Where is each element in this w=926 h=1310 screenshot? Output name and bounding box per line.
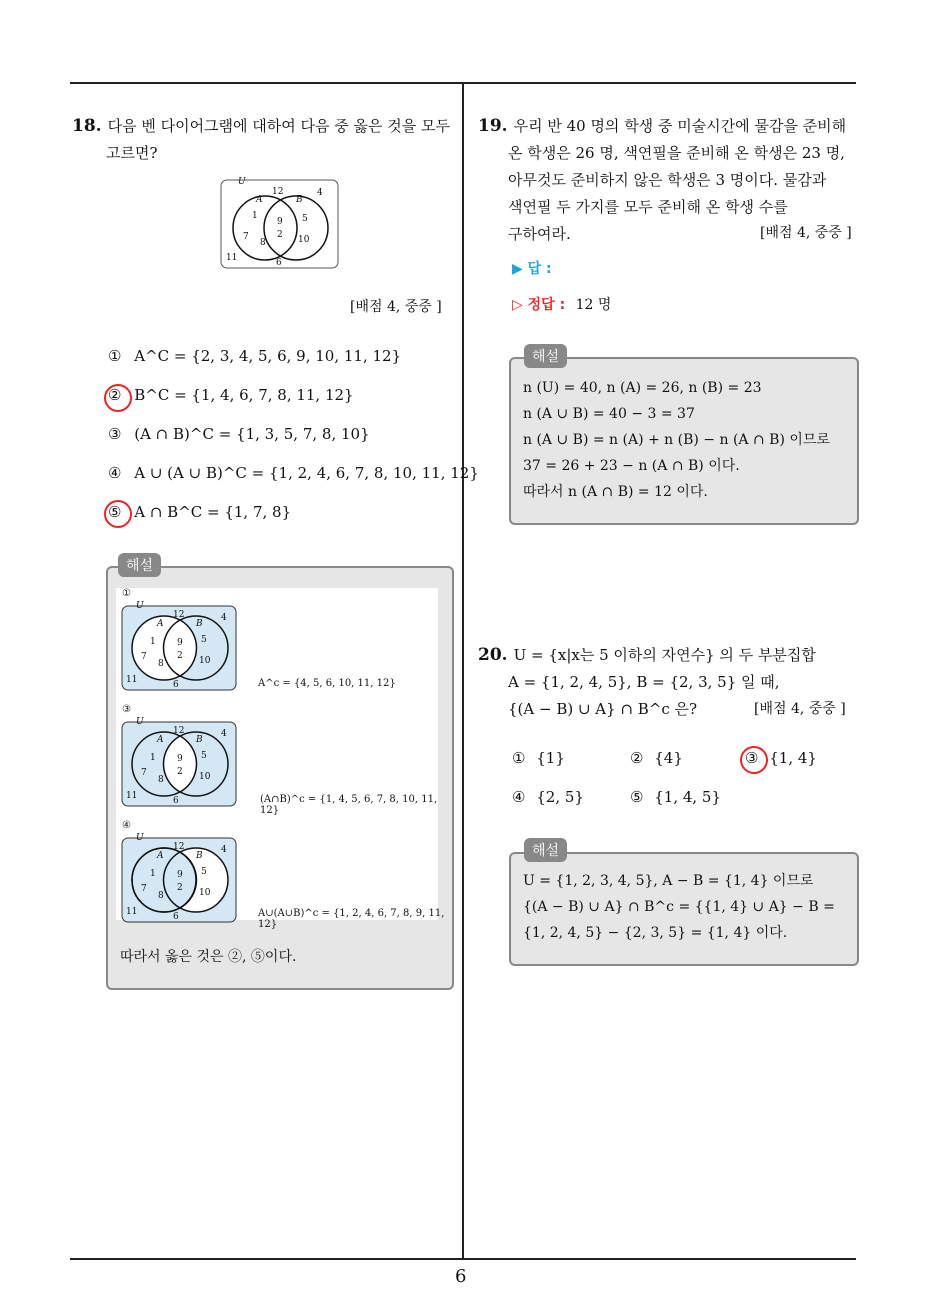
svg-text:12: 12	[173, 842, 185, 852]
q18-score: [배점 4, 중중 ]	[350, 299, 442, 315]
venn-n8: 8	[260, 238, 266, 248]
option-mark: ⑤	[630, 788, 644, 806]
q18-stem	[72, 113, 457, 167]
q18-option-5[interactable]	[108, 503, 291, 521]
option-text: B^C = {1, 4, 6, 7, 8, 11, 12}	[134, 386, 354, 404]
venn-n10: 10	[298, 235, 310, 245]
svg-text:4: 4	[221, 613, 227, 623]
q19-sol-line5: 따라서 n (A ∩ B) = 12 이다.	[523, 484, 708, 500]
option-text: {2, 5}	[536, 788, 584, 806]
svg-text:7: 7	[141, 884, 147, 894]
svg-text:B: B	[196, 851, 203, 861]
panel1-venn	[120, 598, 240, 692]
svg-text:4: 4	[221, 729, 227, 739]
svg-text:9: 9	[177, 754, 183, 764]
svg-text:12: 12	[173, 610, 185, 620]
svg-text:8: 8	[158, 775, 164, 785]
option-mark: ④	[512, 788, 526, 806]
q19-sol-line3: n (A ∪ B) = n (A) + n (B) − n (A ∩ B) 이므로	[523, 432, 830, 448]
svg-text:7: 7	[141, 768, 147, 778]
svg-text:B: B	[196, 735, 203, 745]
q19-answer-label[interactable]: ▶ 답 :	[512, 261, 552, 277]
option-mark: ③	[108, 425, 122, 443]
svg-text:9: 9	[177, 870, 183, 880]
q19-line4: 색연필 두 가지를 모두 준비해 온 학생 수를	[508, 198, 788, 216]
q20-option-3[interactable]	[745, 749, 817, 767]
option-text: A ∩ B^C = {1, 7, 8}	[134, 503, 292, 521]
svg-text:A: A	[157, 735, 164, 745]
q18-option-2[interactable]	[108, 386, 354, 404]
q18-number: 18.	[72, 116, 102, 136]
svg-text:10: 10	[199, 772, 211, 782]
q18-text-line1: 다음 벤 다이어그램에 대하여 다음 중 옳은 것을 모두	[107, 117, 451, 135]
q18-solution-box	[106, 566, 454, 990]
svg-text:9: 9	[177, 638, 183, 648]
option-mark: ①	[108, 347, 122, 365]
svg-text:2: 2	[177, 767, 183, 777]
venn-n12: 12	[272, 187, 284, 197]
venn-label-u: U	[238, 177, 246, 187]
q20-option-1[interactable]	[512, 749, 565, 767]
q19-score: [배점 4, 중중 ]	[760, 225, 852, 241]
svg-text:11: 11	[126, 675, 138, 685]
svg-text:11: 11	[126, 791, 138, 801]
panel1-caption: A^c = {4, 5, 6, 10, 11, 12}	[258, 678, 396, 689]
panel4-caption: A∪(A∪B)^c = {1, 2, 4, 6, 7, 8, 9, 11, 12}	[258, 908, 445, 930]
q19-correct-label: ▷ 정답 :	[512, 297, 566, 313]
svg-text:U: U	[136, 833, 144, 843]
venn-n1: 1	[252, 211, 258, 221]
svg-text:5: 5	[201, 867, 207, 877]
q20-sol-line1: U = {1, 2, 3, 4, 5}, A − B = {1, 4} 이므로	[523, 873, 814, 889]
svg-text:U: U	[136, 601, 144, 611]
q19-number: 19.	[478, 116, 508, 136]
option-text: {1}	[536, 749, 565, 767]
svg-text:2: 2	[177, 651, 183, 661]
option-text: {1, 4}	[769, 749, 817, 767]
column-divider	[462, 84, 464, 1259]
panel1-mark: ①	[122, 588, 131, 599]
q18-option-4[interactable]	[108, 464, 479, 482]
svg-text:5: 5	[201, 751, 207, 761]
venn-n6: 6	[276, 258, 282, 268]
svg-text:10: 10	[199, 656, 211, 666]
q20-solution-box	[509, 852, 859, 966]
venn-label-a: A	[256, 195, 263, 205]
q20-option-2[interactable]	[630, 749, 683, 767]
q19-solution-box	[509, 357, 859, 525]
q18-venn-diagram	[220, 176, 340, 270]
panel4-venn	[120, 830, 240, 924]
q19-sol-line1: n (U) = 40, n (A) = 26, n (B) = 23	[523, 380, 762, 396]
svg-text:U: U	[136, 717, 144, 727]
q18-text-line2: 고르면?	[106, 144, 158, 162]
svg-text:1: 1	[150, 869, 156, 879]
svg-text:B: B	[196, 619, 203, 629]
svg-text:A: A	[157, 851, 164, 861]
option-mark: ②	[630, 749, 644, 767]
q20-sol-line2: {(A − B) ∪ A} ∩ B^c = {{1, 4} ∪ A} − B =	[523, 899, 835, 915]
q20-sol-line3: {1, 2, 4, 5} − {2, 3, 5} = {1, 4} 이다.	[523, 925, 788, 941]
venn-n4: 4	[317, 188, 323, 198]
panel4-mark: ④	[122, 820, 131, 831]
svg-text:10: 10	[199, 888, 211, 898]
venn-n7: 7	[243, 232, 249, 242]
q20-solution-text	[523, 868, 853, 946]
option-text: (A ∩ B)^C = {1, 3, 5, 7, 8, 10}	[134, 425, 370, 443]
svg-text:8: 8	[158, 659, 164, 669]
svg-text:6: 6	[173, 680, 179, 690]
q19-line2: 온 학생은 26 명, 색연필을 준비해 온 학생은 23 명,	[508, 144, 845, 162]
q20-line3: {(A − B) ∪ A} ∩ B^c 은?	[508, 700, 698, 718]
svg-text:6: 6	[173, 912, 179, 922]
q19-solution-tag: 해설	[524, 344, 567, 368]
svg-text:5: 5	[201, 635, 207, 645]
option-mark: ②	[108, 386, 122, 404]
option-text: {1, 4, 5}	[654, 788, 722, 806]
q19-solution-text	[523, 375, 853, 505]
q18-solution-tag: 해설	[118, 553, 161, 577]
q20-line2: A = {1, 2, 4, 5}, B = {2, 3, 5} 일 때,	[508, 673, 780, 691]
venn-n5: 5	[302, 214, 308, 224]
panel3-venn	[120, 714, 240, 808]
option-mark: ④	[108, 464, 122, 482]
panel3-mark: ③	[122, 704, 131, 715]
svg-text:4: 4	[221, 845, 227, 855]
q20-option-4[interactable]	[512, 788, 584, 806]
set-a-circle	[233, 196, 297, 260]
q20-solution-tag: 해설	[524, 838, 567, 862]
q19-correct-value: 12 명	[575, 297, 612, 313]
option-mark: ③	[745, 749, 759, 767]
q18-option-3[interactable]	[108, 425, 370, 443]
panel3-caption: (A∩B)^c = {1, 4, 5, 6, 7, 8, 10, 11, 12}	[260, 794, 438, 816]
page-number: 6	[455, 1266, 467, 1287]
q19-line5: 구하여라.	[508, 225, 571, 243]
option-text: A ∪ (A ∪ B)^C = {1, 2, 4, 6, 7, 8, 10, 11, 12}	[134, 464, 479, 482]
svg-text:11: 11	[126, 907, 138, 917]
q20-number: 20.	[478, 645, 508, 665]
svg-text:A: A	[157, 619, 164, 629]
q20-option-5[interactable]	[630, 788, 721, 806]
q19-sol-line2: n (A ∪ B) = 40 − 3 = 37	[523, 406, 695, 422]
q19-line1: 우리 반 40 명의 학생 중 미술시간에 물감을 준비해	[513, 117, 847, 135]
venn-n2: 2	[277, 230, 283, 240]
svg-text:7: 7	[141, 652, 147, 662]
option-mark: ⑤	[108, 503, 122, 521]
option-text: {4}	[654, 749, 683, 767]
venn-n11: 11	[226, 253, 238, 263]
option-text: A^C = {2, 3, 4, 5, 6, 9, 10, 11, 12}	[134, 347, 402, 365]
svg-text:1: 1	[150, 637, 156, 647]
svg-text:2: 2	[177, 883, 183, 893]
q18-conclusion: 따라서 옳은 것은 ②, ⑤이다.	[120, 949, 297, 965]
q19-sol-line4: 37 = 26 + 23 − n (A ∩ B) 이다.	[523, 458, 740, 474]
svg-text:12: 12	[173, 726, 185, 736]
q18-option-1[interactable]	[108, 347, 401, 365]
q20-line1: U = {x|x는 5 이하의 자연수} 의 두 부분집합	[513, 646, 816, 664]
svg-text:8: 8	[158, 891, 164, 901]
bottom-rule	[70, 1258, 856, 1260]
option-mark: ①	[512, 749, 526, 767]
q20-score: [배점 4, 중중 ]	[754, 701, 846, 717]
set-b-circle	[264, 196, 328, 260]
q19-line3: 아무것도 준비하지 않은 학생은 3 명이다. 물감과	[508, 171, 827, 189]
svg-text:6: 6	[173, 796, 179, 806]
venn-n9: 9	[277, 217, 283, 227]
venn-label-b: B	[296, 195, 303, 205]
q19-correct-row	[512, 294, 611, 314]
svg-text:1: 1	[150, 753, 156, 763]
